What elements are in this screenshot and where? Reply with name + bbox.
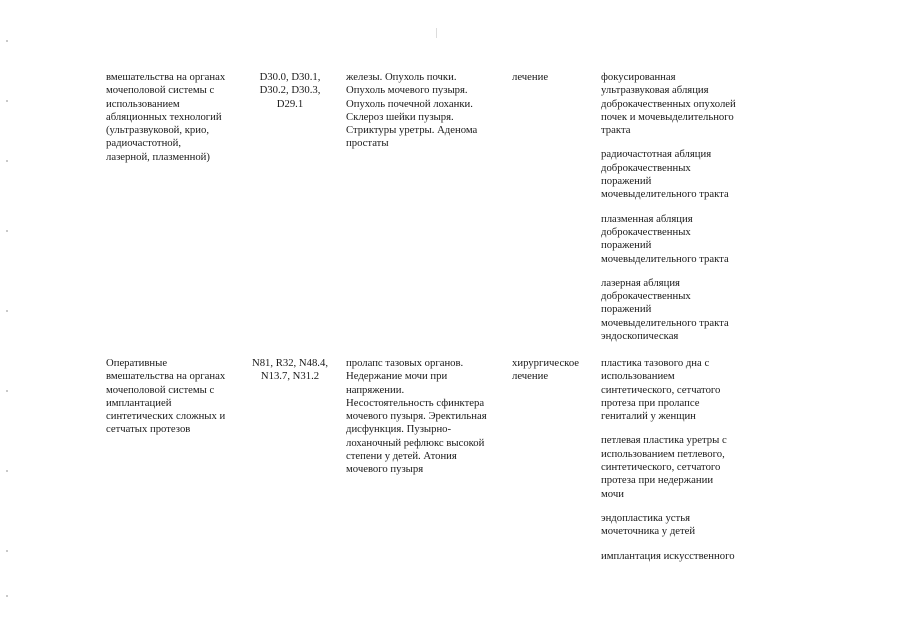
text-line: D30.2, D30.3,	[259, 84, 321, 97]
text-line: N81, R32, N48.4,	[251, 357, 328, 369]
text-line: доброкачественных	[601, 225, 691, 238]
text-line: плазменная абляция	[601, 212, 693, 225]
method-item	[601, 550, 761, 563]
text-line: Недержание мочи при	[346, 370, 448, 383]
text-line: гениталий у женщин	[601, 410, 696, 423]
text-line: протеза при недержании	[601, 474, 714, 487]
text-line: мочеполовой системы с	[106, 84, 215, 97]
intervention-cell	[106, 71, 251, 164]
text-line: фокусированная	[601, 71, 676, 83]
text-line: ультразвуковая абляция	[601, 84, 709, 97]
text-line: пластика тазового дна с	[601, 357, 710, 369]
text-line: петлевая пластика уретры с	[601, 434, 727, 447]
text-line: Опухоль мочевого пузыря.	[346, 84, 468, 97]
text-line: D29.1	[276, 97, 304, 110]
text-line: радиочастотная абляция	[601, 148, 712, 161]
text-line: тракта	[601, 124, 631, 137]
text-line: лазерной, плазменной)	[106, 150, 210, 163]
method-item	[601, 277, 761, 343]
text-line: мочеточника у детей	[601, 525, 696, 538]
text-line: пролапс тазовых органов.	[346, 357, 464, 369]
text-line: Несостоятельность сфинктера	[346, 396, 485, 409]
method-item	[601, 512, 761, 539]
text-line: мочевыделительного тракта	[601, 188, 729, 201]
text-line: Склероз шейки пузыря.	[346, 110, 454, 123]
method-item	[601, 148, 761, 201]
text-line: дисфункция. Пузырно-	[346, 423, 452, 436]
text-line: (ультразвуковой, крио,	[106, 124, 210, 137]
text-line: Оперативные	[106, 357, 168, 369]
methods-cell	[601, 71, 761, 354]
scan-edge-marks	[4, 20, 12, 620]
intervention-cell	[106, 357, 251, 437]
text-line: Опухоль почечной лоханки.	[346, 97, 473, 110]
text-line: синтетических сложных и	[106, 410, 226, 423]
text-line: синтетического, сетчатого	[601, 383, 721, 396]
text-line: мочи	[601, 487, 624, 500]
text-line: мочевыделительного тракта	[601, 252, 729, 265]
diagnosis-cell	[346, 71, 506, 151]
text-line: поражений	[601, 239, 652, 252]
text-line: доброкачественных	[601, 161, 691, 174]
text-line: мочевого пузыря	[346, 463, 424, 476]
text-line: лоханочный рефлюкс высокой	[346, 436, 485, 449]
text-line: N13.7, N31.2	[260, 370, 320, 383]
treatment-type-cell	[512, 357, 594, 384]
text-line: степени у детей. Атония	[346, 450, 457, 463]
text-line: радиочастотной,	[106, 137, 182, 150]
text-line: эндоскопическая	[601, 330, 679, 343]
text-line: мочевыделительного тракта	[601, 316, 729, 329]
scan-mark	[436, 28, 437, 38]
text-line: поражений	[601, 303, 652, 316]
diagnosis-cell	[346, 357, 506, 477]
text-line: лечение	[512, 370, 549, 383]
text-line: имплантацией	[106, 396, 172, 409]
text-line: хирургическое	[512, 357, 580, 369]
method-item	[601, 71, 761, 137]
icd-codes-cell	[246, 71, 334, 111]
text-line: использованием	[601, 370, 675, 383]
text-line: сетчатых протезов	[106, 423, 191, 436]
text-line: абляционных технологий	[106, 110, 222, 123]
text-line: использованием петлевого,	[601, 447, 725, 460]
text-line: мочевого пузыря. Эректильная	[346, 410, 487, 423]
icd-codes-cell	[246, 357, 334, 384]
text-line: использованием	[106, 97, 180, 110]
text-line: эндопластика устья	[601, 511, 691, 524]
text-line: доброкачественных	[601, 290, 691, 303]
text-line: простаты	[346, 137, 389, 150]
text-line: Стриктуры уретры. Аденома	[346, 124, 478, 137]
text-line: почек и мочевыделительного	[601, 110, 734, 123]
text-line: вмешательства на органах	[106, 370, 226, 383]
text-line: лечение	[512, 71, 549, 83]
text-line: поражений	[601, 175, 652, 188]
method-item	[601, 434, 761, 500]
method-item	[601, 213, 761, 266]
methods-cell	[601, 357, 761, 574]
text-line: имплантация искусственного	[601, 549, 735, 562]
text-line: лазерная абляция	[601, 276, 680, 289]
text-line: доброкачественных опухолей	[601, 97, 736, 110]
text-line: напряжении.	[346, 383, 405, 396]
text-line: вмешательства на органах	[106, 71, 226, 83]
treatment-type-cell	[512, 71, 594, 84]
text-line: синтетического, сетчатого	[601, 461, 721, 474]
text-line: D30.0, D30.1,	[259, 71, 321, 83]
text-line: мочеполовой системы с	[106, 383, 215, 396]
text-line: железы. Опухоль почки.	[346, 71, 457, 83]
method-item	[601, 357, 761, 423]
text-line: протеза при пролапсе	[601, 396, 700, 409]
